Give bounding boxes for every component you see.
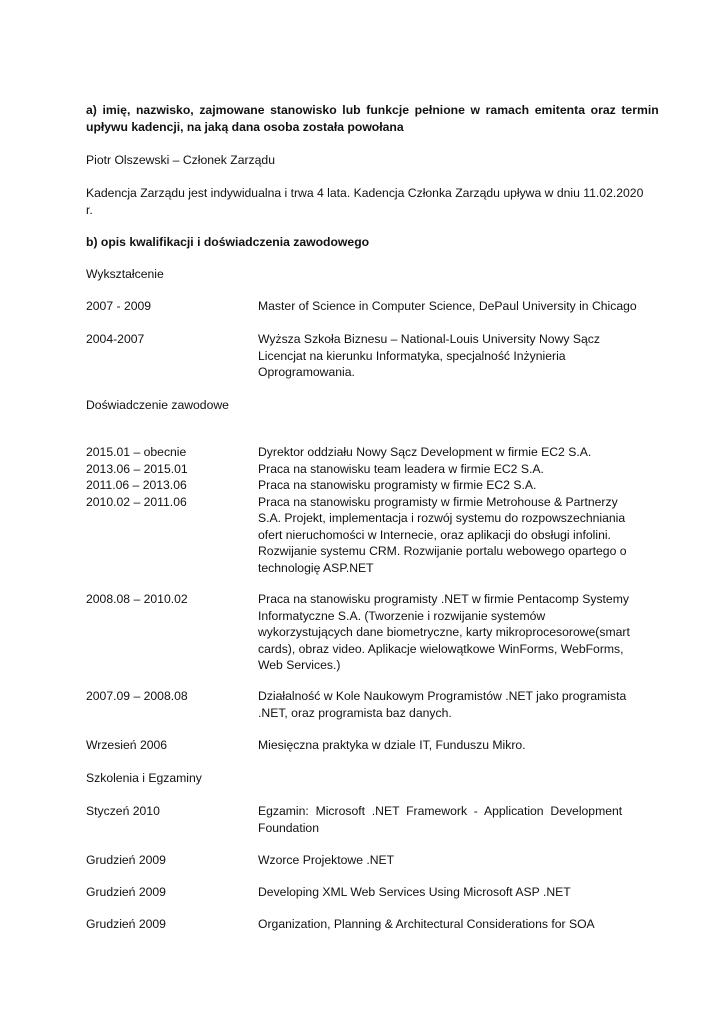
training-desc-line: Foundation (258, 820, 319, 835)
experience-desc-line: Praca na stanowisku team leadera w firmie EC2 S.A. (258, 461, 544, 476)
training-desc-line: Wzorce Projektowe .NET (258, 853, 395, 867)
experience-desc-line: Miesięczna praktyka w dziale IT, Funduszu Mikro. (258, 738, 526, 752)
training-desc-line: Developing XML Web Services Using Microsoft ASP .NET (258, 885, 571, 899)
experience-desc-line: Dyrektor oddziału Nowy Sącz Development w firmie EC2 S.A. (258, 445, 592, 459)
experience-desc-line: Działalność w Kole Naukowym Programistów .NET jako programista (258, 689, 627, 703)
experience-date: 2013.06 – 2015.01 (86, 461, 188, 476)
education-desc (258, 331, 638, 381)
education-desc (258, 298, 638, 315)
section-a-heading-line: upływu kadencji, na jaką dana osoba została powołana (86, 119, 404, 134)
training-date: Grudzień 2009 (86, 885, 166, 899)
experience-desc-line: ofert nieruchomości w Internecie, oraz aplikacji do obsługi infolini. (258, 527, 611, 542)
experience-desc-line: Informatyczne S.A. (Tworzenie i rozwijanie systemów (258, 608, 546, 623)
experience-desc (258, 444, 638, 576)
experience-desc-line: Web Services.) (258, 658, 341, 672)
term-paragraph (86, 185, 644, 218)
training-desc-line: Organization, Planning & Architectural Considerations for SOA (258, 917, 595, 931)
experience-date: 2007.09 – 2008.08 (86, 689, 188, 703)
experience-desc (258, 737, 638, 754)
section-b-heading: b) opis kwalifikacji i doświadczenia zawodowego (86, 235, 370, 249)
experience-date: 2015.01 – obecnie (86, 445, 187, 459)
person-line: Piotr Olszewski – Członek Zarządu (86, 153, 275, 167)
experience-desc (258, 688, 638, 721)
education-label: Wykształcenie (86, 267, 164, 281)
education-desc-line: Licencjat na kierunku Informatyka, specjalność Inżynieria (258, 348, 566, 363)
experience-dates (86, 444, 256, 510)
experience-desc-line: S.A. Projekt, implementacja i rozwój systemu do rozpowszechniania (258, 511, 626, 525)
experience-date: 2011.06 – 2013.06 (86, 478, 187, 492)
term-line: r. (86, 202, 93, 217)
experience-desc-line: .NET, oraz programista baz danych. (258, 705, 452, 720)
training-date: Grudzień 2009 (86, 917, 166, 931)
experience-date: 2008.08 – 2010.02 (86, 592, 188, 606)
training-desc (258, 803, 638, 836)
education-date: 2004-2007 (86, 332, 145, 346)
experience-date: Wrzesień 2006 (86, 738, 168, 752)
section-a-heading-line: a) imię, nazwisko, zajmowane stanowisko lub funkcje pełnione w ramach emitenta oraz termin (86, 103, 659, 117)
experience-desc-line: cards), obraz video. Aplikacje wielowątkowe WinForms, WebForms, (258, 641, 624, 656)
training-desc (258, 852, 638, 869)
experience-desc-line: Rozwijanie systemu CRM. Rozwijanie portalu webowego opartego o (258, 544, 627, 558)
experience-desc (258, 591, 638, 674)
training-date: Grudzień 2009 (86, 853, 166, 867)
experience-desc-line: Praca na stanowisku programisty w firmie EC2 S.A. (258, 478, 537, 492)
experience-desc-line: technologię ASP.NET (258, 560, 374, 575)
training-desc (258, 884, 638, 901)
education-desc-line: Wyższa Szkoła Biznesu – National-Louis University Nowy Sącz (258, 332, 600, 346)
training-date: Styczeń 2010 (86, 804, 160, 818)
education-desc-line: Oprogramowania. (258, 365, 355, 379)
experience-label: Doświadczenie zawodowe (86, 398, 229, 412)
experience-desc-line: wykorzystujących dane biometryczne, karty mikroprocesorowe(smart (258, 625, 630, 639)
training-label: Szkolenia i Egzaminy (86, 771, 202, 785)
education-date: 2007 - 2009 (86, 299, 152, 313)
training-desc-line: Egzamin: Microsoft .NET Framework - Application Development (258, 804, 623, 818)
section-a-heading (86, 102, 659, 135)
experience-desc-line: Praca na stanowisku programisty w firmie Metrohouse & Partnerzy (258, 494, 618, 509)
training-desc (258, 916, 638, 933)
education-desc-line: Master of Science in Computer Science, DePaul University in Chicago (258, 299, 637, 313)
experience-date: 2010.02 – 2011.06 (86, 494, 187, 509)
term-line: Kadencja Zarządu jest indywidualna i trwa 4 lata. Kadencja Członka Zarządu upływa w dniu 11.02.2020 (86, 186, 644, 200)
experience-desc-line: Praca na stanowisku programisty .NET w firmie Pentacomp Systemy (258, 592, 629, 606)
